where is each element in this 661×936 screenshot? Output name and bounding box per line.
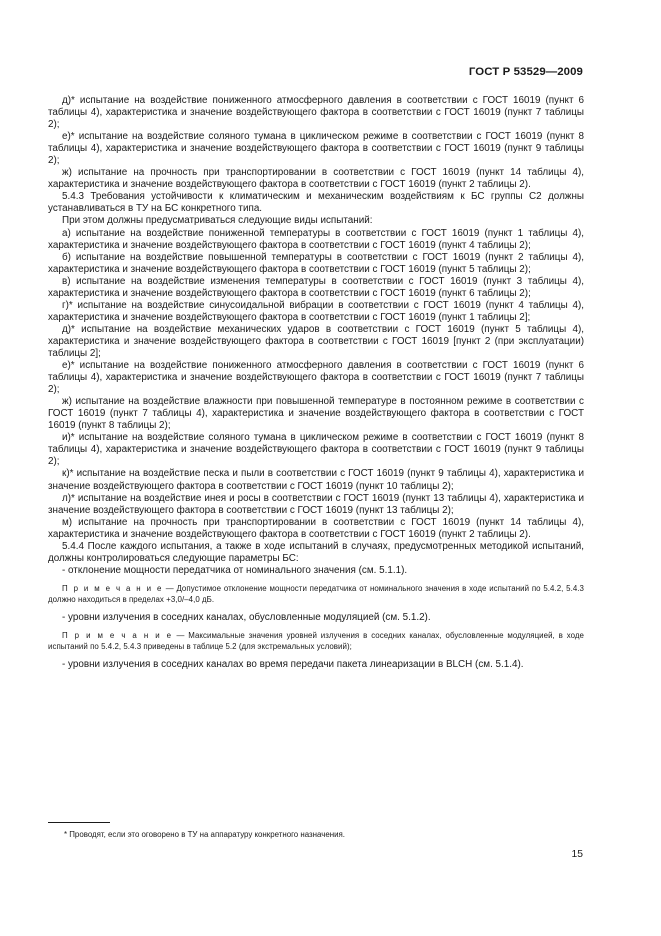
item-adjacent-channel-modulation: - уровни излучения в соседних каналах, обусловленные модуляцией (см. 5.1.2). xyxy=(62,611,431,623)
note-text: — Максимальные значения уровней излучения в соседних каналах, обусловленные модуляцией, в ходе испытаний по 5.4.2, 5.4.3 приведены в таблице 5.2 (для экстремальных условий); xyxy=(48,630,584,652)
item-e-pressure: е)* испытание на воздействие пониженного атмосферного давления в соответствии с ГОСТ 16019 (пункт 6 таблицы 4), характеристика и значение воздействующего фактора в соответствии с ГОСТ 16019 (пункт 7 таблицы 2); xyxy=(48,360,584,396)
item-a-low-temp: а) испытание на воздействие пониженной температуры в соответствии с ГОСТ 16019 (пункт 1 таблицы 4), характеристика и значение воздействующего фактора в соответствии с ГОСТ 16019 (пункт 4 таблицы 2); xyxy=(48,227,584,251)
item-d-pressure: д)* испытание на воздействие пониженного атмосферного давления в соответствии с ГОСТ 16019 (пункт 6 таблицы 4), характеристика и значение воздействующего фактора в соответствии с ГОСТ 16019 (пункт 7 таблицы 2); xyxy=(48,95,584,131)
clause-5-4-4: 5.4.4 После каждого испытания, а также в ходе испытаний в случаях, предусмотренных методикой испытаний, должны контролироваться следующие параметры БС: xyxy=(48,540,584,564)
standard-header: ГОСТ Р 53529—2009 xyxy=(468,66,583,78)
note-power-tolerance xyxy=(48,583,584,606)
footnote-divider xyxy=(48,822,110,823)
body-text xyxy=(48,95,584,671)
item-b-high-temp: б) испытание на воздействие повышенной температуры в соответствии с ГОСТ 16019 (пункт 2 таблицы 4), характеристика и значение воздействующего фактора в соответствии с ГОСТ 16019 (пункт 5 таблицы 2); xyxy=(48,251,584,275)
item-zh-transport: ж) испытание на прочность при транспортировании в соответствии с ГОСТ 16019 (пункт 14 таблицы 4), характеристика и значение воздействующего фактора в соответствии с ГОСТ 16019 (пункт 2 таблицы 2). xyxy=(48,167,584,191)
footnote: * Проводят, если это оговорено в ТУ на аппаратуру конкретного назначения. xyxy=(64,830,345,839)
item-zh-humidity: ж) испытание на воздействие влажности при повышенной температуре в постоянном режиме в соответствии с ГОСТ 16019 (пункт 7 таблицы 4), характеристика и значение воздействующего фактора в соответствии с ГОСТ 16019 (пункт 8 таблицы 2); xyxy=(48,396,584,432)
item-d-shocks: д)* испытание на воздействие механических ударов в соответствии с ГОСТ 16019 (пункт 5 таблицы 4), характеристика и значение воздействующего фактора в соответствии с ГОСТ 16019 [пункт 2 (при эксплуатации) таблицы 2]; xyxy=(48,323,584,359)
item-e-salt-fog: е)* испытание на воздействие соляного тумана в циклическом режиме в соответствии с ГОСТ 16019 (пункт 8 таблицы 4), характеристика и значение воздействующего фактора в соответствии с ГОСТ 16019 (пункт 9 таблицы 2); xyxy=(48,131,584,167)
item-power-deviation: - отклонение мощности передатчика от номинального значения (см. 5.1.1). xyxy=(62,564,408,576)
item-i-salt-fog: и)* испытание на воздействие соляного тумана в циклическом режиме в соответствии с ГОСТ 16019 (пункт 8 таблицы 4), характеристика и значение воздействующего фактора в соответствии с ГОСТ 16019 (пункт 9 таблицы 2); xyxy=(48,432,584,468)
note-text: — Допустимое отклонение мощности передатчика от номинального значения в ходе испытаний по 5.4.2, 5.4.3 должно находиться в пределах +3,0/–4,0 дБ. xyxy=(48,583,584,605)
page-number: 15 xyxy=(571,849,583,860)
item-g-vibration: г)* испытание на воздействие синусоидальной вибрации в соответствии с ГОСТ 16019 (пункт 4 таблицы 4), характеристика и значение воздействующего фактора в соответствии с ГОСТ 16019 (пункт 1 таблицы 2]; xyxy=(48,299,584,323)
clause-5-4-3: 5.4.3 Требования устойчивости к климатическим и механическим воздействиям к БС группы С2 должны устанавливаться в ТУ на БС конкретного типа. xyxy=(48,191,584,215)
note-adjacent-levels xyxy=(48,630,584,653)
item-k-sand-dust: к)* испытание на воздействие песка и пыли в соответствии с ГОСТ 16019 (пункт 9 таблицы 4), характеристика и значение воздействующего фактора в соответствии с ГОСТ 16019 (пункт 10 таблицы 2); xyxy=(48,468,584,492)
item-l-frost-dew: л)* испытание на воздействие инея и росы в соответствии с ГОСТ 16019 (пункт 13 таблицы 4), характеристика и значение воздействующего фактора в соответствии с ГОСТ 16019 (пункт 13 таблицы 2); xyxy=(48,492,584,516)
note-label: П р и м е ч а н и е xyxy=(62,583,163,593)
item-v-temp-change: в) испытание на воздействие изменения температуры в соответствии с ГОСТ 16019 (пункт 3 таблицы 4), характеристика и значение воздействующего фактора в соответствии с ГОСТ 16019 (пункт 6 таблицы 2); xyxy=(48,275,584,299)
note-label: П р и м е ч а н и е xyxy=(62,630,173,640)
tests-intro: При этом должны предусматриваться следующие виды испытаний: xyxy=(62,215,373,227)
item-m-transport: м) испытание на прочность при транспортировании в соответствии с ГОСТ 16019 (пункт 14 таблицы 4), характеристика и значение воздействующего фактора в соответствии с ГОСТ 16019 (пункт 2 таблицы 2). xyxy=(48,516,584,540)
item-adjacent-channel-blch: - уровни излучения в соседних каналах во время передачи пакета линеаризации в BLCH (см. 5.1.4). xyxy=(62,658,524,670)
